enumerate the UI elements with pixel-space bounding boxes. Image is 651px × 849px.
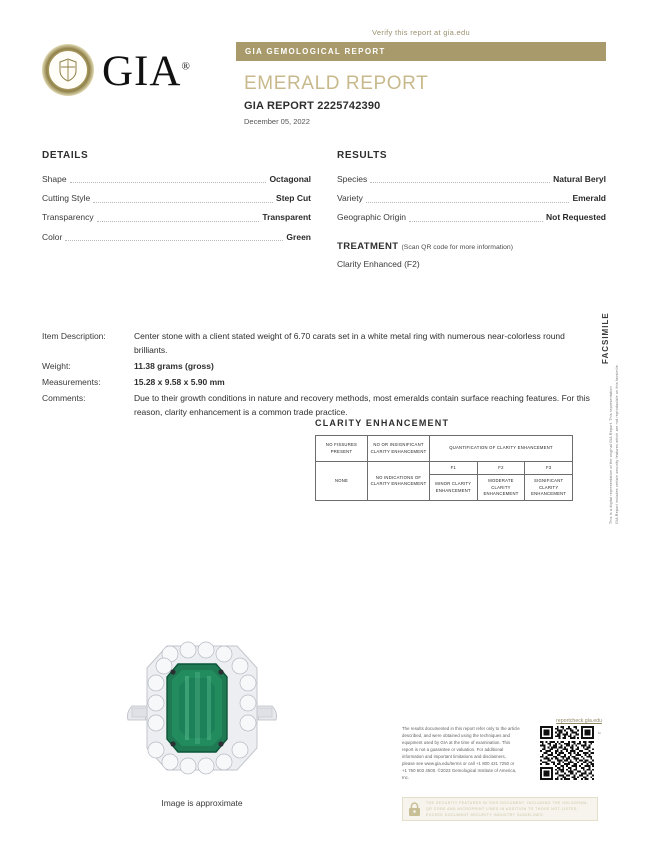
clarity-col2-value: NO INDICATIONS OF CLARITY ENHANCEMENT bbox=[368, 462, 430, 501]
qr-code[interactable] bbox=[540, 726, 594, 780]
clarity-grade-f1-desc: MINOR CLARITY ENHANCEMENT bbox=[430, 475, 478, 501]
leader-dots bbox=[409, 221, 543, 222]
result-label: Variety bbox=[337, 193, 363, 204]
leader-dots bbox=[366, 202, 570, 203]
clarity-grade-f3-code: F3 bbox=[525, 462, 573, 475]
security-notice-text: THE SECURITY FEATURES IN THIS DOCUMENT, INCLUDING THE HOLOGRAM, QR CODE AND MICROPRINT LINES IN ADDITION TO THOSE NOT LISTED, EXCEED DOCUMENT SECURITY INDUSTRY GUIDELINES. bbox=[426, 800, 589, 818]
leader-dots bbox=[370, 182, 550, 183]
qr-side-number: 2 bbox=[597, 732, 602, 735]
description-row-weight bbox=[42, 359, 591, 375]
qr-code-label[interactable]: reportcheck.gia.edu bbox=[556, 718, 602, 724]
detail-value: Step Cut bbox=[276, 193, 311, 204]
lock-icon bbox=[408, 802, 421, 817]
clarity-col2-header: NO OR INSIGNIFICANT CLARITY ENHANCEMENT bbox=[368, 436, 430, 462]
clarity-title: CLARITY ENHANCEMENT bbox=[315, 418, 450, 428]
details-heading: DETAILS bbox=[42, 150, 89, 161]
clarity-none-value: NONE bbox=[316, 462, 368, 501]
item-description-section bbox=[0, 269, 651, 421]
results-column bbox=[337, 150, 606, 269]
details-column bbox=[42, 150, 311, 269]
emerald-ring-illustration bbox=[112, 628, 292, 788]
report-date: December 05, 2022 bbox=[244, 117, 310, 126]
description-value: Center stone with a client stated weight of 6.70 carats set in a white metal ring with numerous near-colorless round brilliants. bbox=[134, 331, 565, 356]
result-value: Emerald bbox=[572, 193, 606, 204]
weight-label: Weight: bbox=[42, 361, 71, 372]
table-row bbox=[316, 436, 573, 462]
clarity-grade-f2-desc: MODERATE CLARITY ENHANCEMENT bbox=[477, 475, 525, 501]
verify-line: Verify this report at gia.edu bbox=[372, 28, 470, 37]
treatment-heading-text: TREATMENT bbox=[337, 241, 399, 253]
detail-label: Cutting Style bbox=[42, 193, 91, 204]
comments-label: Comments: bbox=[42, 393, 86, 404]
clarity-grade-f2-code: F2 bbox=[477, 462, 525, 475]
detail-label: Color bbox=[42, 231, 63, 242]
facsimile-fineprint-2: GIA Report includes certain security features which are not reproducible on this facsimile. bbox=[615, 363, 619, 524]
treatment-value: Clarity Enhanced (F2) bbox=[337, 259, 420, 270]
result-label: Geographic Origin bbox=[337, 212, 406, 223]
clarity-col1-header: NO FISSURES PRESENT bbox=[316, 436, 368, 462]
measurements-label: Measurements: bbox=[42, 377, 101, 388]
table-row bbox=[316, 462, 573, 475]
facsimile-fineprint-1: This is a digital representation of the original GIA Report. This representation bbox=[609, 386, 613, 524]
page-title: EMERALD REPORT bbox=[244, 73, 429, 94]
result-row-species bbox=[337, 170, 606, 189]
detail-label: Shape bbox=[42, 174, 67, 185]
detail-row-shape bbox=[42, 170, 311, 189]
clarity-enhancement-section bbox=[315, 418, 573, 501]
leader-dots bbox=[70, 182, 267, 183]
facsimile-label: FACSIMILE bbox=[601, 312, 610, 364]
detail-value: Octagonal bbox=[269, 174, 311, 185]
result-row-origin bbox=[337, 208, 606, 227]
disclaimer-body: The results documented in this report refer only to the article described, and were obtained using the techniques and equipment used by GIA at the time of examination. This report is not a guarantee or valuation. For additional information and important limitations and disclaimers, please see www.gia.edu/terms or call +1 800 421 7250 or +1 760 603 4500. bbox=[402, 726, 520, 773]
leader-dots bbox=[97, 221, 260, 222]
comments-value: Due to their growth conditions in nature and recovery methods, most emeralds contain surface reaching features. For this reason, clarity enhancement is a common trade practice. bbox=[134, 393, 590, 418]
detail-value: Green bbox=[286, 231, 311, 242]
gia-wordmark bbox=[102, 48, 191, 93]
qr-code-image bbox=[540, 726, 594, 780]
results-heading: RESULTS bbox=[337, 150, 388, 161]
detail-row-color bbox=[42, 227, 311, 246]
measurements-value: 15.28 x 9.58 x 5.90 mm bbox=[134, 377, 225, 388]
image-caption: Image is approximate bbox=[161, 798, 243, 808]
security-notice-bar bbox=[402, 797, 598, 821]
disclaimer-text bbox=[402, 726, 520, 782]
clarity-table bbox=[315, 435, 573, 501]
description-row-measurements bbox=[42, 375, 591, 391]
gia-seal-icon bbox=[42, 44, 94, 96]
treatment-heading bbox=[337, 227, 606, 252]
registered-mark: ® bbox=[181, 60, 191, 73]
detail-row-cutting-style bbox=[42, 189, 311, 208]
facsimile-strip bbox=[600, 308, 622, 528]
clarity-grade-f3-desc: SIGNIFICANT CLARITY ENHANCEMENT bbox=[525, 475, 573, 501]
shield-icon bbox=[58, 58, 78, 82]
description-label: Item Description: bbox=[42, 331, 106, 342]
report-type-banner: GIA GEMOLOGICAL REPORT bbox=[236, 42, 606, 61]
gia-logo bbox=[42, 28, 232, 96]
clarity-grade-f1-code: F1 bbox=[430, 462, 478, 475]
report-header bbox=[0, 0, 651, 126]
detail-row-transparency bbox=[42, 208, 311, 227]
detail-label: Transparency bbox=[42, 212, 94, 223]
description-row-item bbox=[42, 329, 591, 359]
leader-dots bbox=[65, 240, 283, 241]
detail-value: Transparent bbox=[262, 212, 311, 223]
treatment-note: (Scan QR code for more information) bbox=[401, 244, 513, 252]
result-row-variety bbox=[337, 189, 606, 208]
header-right bbox=[232, 28, 606, 126]
result-value: Natural Beryl bbox=[553, 174, 606, 185]
details-results-section bbox=[0, 126, 651, 269]
result-value: Not Requested bbox=[546, 212, 606, 223]
report-number: GIA REPORT 2225742390 bbox=[244, 100, 381, 112]
result-label: Species bbox=[337, 174, 368, 185]
weight-value: 11.38 grams (gross) bbox=[134, 361, 214, 372]
leader-dots bbox=[93, 202, 273, 203]
clarity-quant-header: QUANTIFICATION OF CLARITY ENHANCEMENT bbox=[430, 436, 573, 462]
description-row-comments bbox=[42, 391, 591, 421]
copyright-text: ©2023 Gemological Institute of America, Inc. bbox=[402, 767, 517, 780]
gia-wordmark-text: GIA bbox=[102, 47, 182, 95]
gemstone-image bbox=[112, 628, 292, 788]
